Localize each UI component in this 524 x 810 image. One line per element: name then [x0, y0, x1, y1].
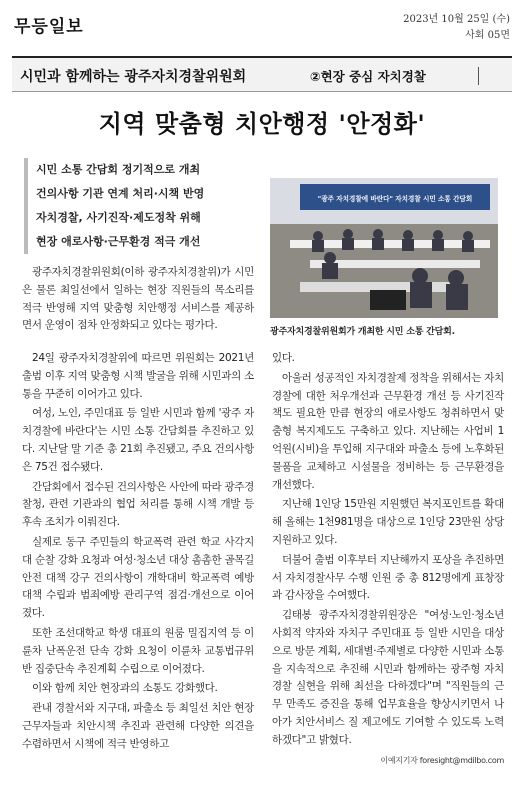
paragraph: 더불어 출범 이후부터 지난해까지 포상을 추진하면서 자치경찰사무 수행 인원 중 총 812명에게 표창장과 감사장을 수여했다. [272, 553, 504, 602]
paragraph: 24일 광주자치경찰위에 따르면 위원회는 2021년 출범 이후 지역 맞춤형 시책 발굴을 위해 시민과의 소통을 꾸준히 이어가고 있다. [22, 352, 254, 400]
section-title: 시민과 함께하는 광주자치경찰위원회 [20, 69, 247, 85]
article-column-left [22, 350, 254, 756]
masthead [10, 6, 514, 40]
article-photo [270, 178, 498, 318]
paragraph: 실제로 동구 주민들의 학교폭력 관련 학교 사각지대 순찰 강화 요청과 여성·청소년 대상 촘촘한 골목길 안전 대책 강구 건의사항이 개학대비 학교폭력 예방 대책 수립과 범죄예방 관리구역 점검·개선으로 이어졌다. [22, 535, 254, 620]
paragraph: 간담회에서 접수된 건의사항은 사안에 따라 광주경찰청, 관련 기관과의 협업 처리를 통해 시책 개발 등 후속 조치가 이뤄진다. [22, 480, 254, 529]
subhead: 건의사항 기관 연계 처리·시책 반영 [36, 187, 205, 200]
section-subtitle: ②현장 중심 자치경찰 [310, 69, 426, 84]
subhead: 시민 소통 간담회 정기적으로 개최 [36, 163, 201, 176]
issue-date: 2023년 10월 25일 (수) [403, 14, 510, 25]
subhead: 현장 애로사항·근무환경 적극 개선 [36, 235, 201, 248]
article-column-right [272, 350, 504, 769]
paragraph: 이와 함께 치안 현장과의 소통도 강화했다. [32, 682, 218, 695]
byline: 이예지기자 foresight@mdilbo.com [380, 755, 504, 765]
paragraph: 지난해 1인당 15만원 지원했던 복지포인트를 확대해 올해는 1천981명을 대상으로 1인당 23만원 상당 지원하고 있다. [272, 498, 504, 546]
paragraph: 여성, 노인, 주민대표 등 일반 시민과 함께 '광주 자치경찰에 바란다'는 시민 소통 간담회를 추진하고 있다. 지난달 말 기준 총 21회 추진됐고, 주요 건의사항은 75건 접수됐다. [22, 407, 254, 473]
meeting-photo-illustration [270, 178, 498, 318]
banner-text: "광주 자치경찰에 바란다" 자치경찰 시민 소통 간담회 [317, 195, 473, 203]
section-bar [12, 56, 512, 92]
lead-paragraph: 광주자치경찰위원회(이하 광주자치경찰위)가 시민은 물론 최일선에서 일하는 현장 직원들의 목소리를 적극 반영해 지역 맞춤형 치안행정 서비스를 제공하면서 운영이 점차 안정화되고 있다는 평가다. [22, 266, 254, 332]
page-number: 사회 05면 [465, 30, 510, 41]
article-headline: 지역 맞춤형 치안행정 '안정화' [98, 110, 426, 138]
subhead: 자치경찰, 사기진작·제도정착 위해 [36, 211, 201, 224]
paragraph: 있다. [272, 352, 295, 364]
paragraph: 관내 경찰서와 지구대, 파출소 등 최일선 치안 현장 근무자들과 치안시책 추진과 관련해 다양한 의견을 수렴하면서 시책에 적극 반영하고 [22, 702, 254, 750]
photo-caption: 광주자치경찰위원회가 개최한 시민 소통 간담회. [270, 327, 455, 337]
subheads [24, 158, 252, 254]
paragraph: 또한 조선대학교 학생 대표의 원룸 밀집지역 등 이륜차 난폭운전 단속 강화 요청이 이륜차 교통법규위반 집중단속 추진계획 수립으로 이어졌다. [22, 626, 254, 675]
paragraph: 아울러 성공적인 자치경찰제 정착을 위해서는 자치경찰에 대한 처우개선과 근무환경 개선 등 사기진작책도 필요한 만큼 현장의 애로사항도 청취하면서 맞춤형 복지제도도 구축하고 있다. 지난해는 사업비 1억원(시비)을 투입해 지구대와 파출소 등에 노후화된 물품을 교체하고 시설물을 정비하는 등 근무환경을 개선했다. [272, 371, 504, 491]
paragraph: 김태봉 광주자치경찰위원장은 "여성·노인·청소년 사회적 약자와 자치구 주민대표 등 일반 시민을 대상으로 방문 계획, 세대별·주제별로 다양한 시민과 소통을 지속적으로 추진해 시민과 함께하는 광주형 자치경찰 실현을 위해 최선을 다하겠다"며 "직원들의 근무 만족도 증진을 통해 업무효율을 향상시키면서 나아가 치안서비스 질 제고에도 기여할 수 있도록 노력하겠다"고 밝혔다. [272, 609, 504, 746]
article-lead [22, 264, 254, 337]
section-divider [478, 67, 479, 85]
paper-name: 무등일보 [14, 17, 84, 37]
